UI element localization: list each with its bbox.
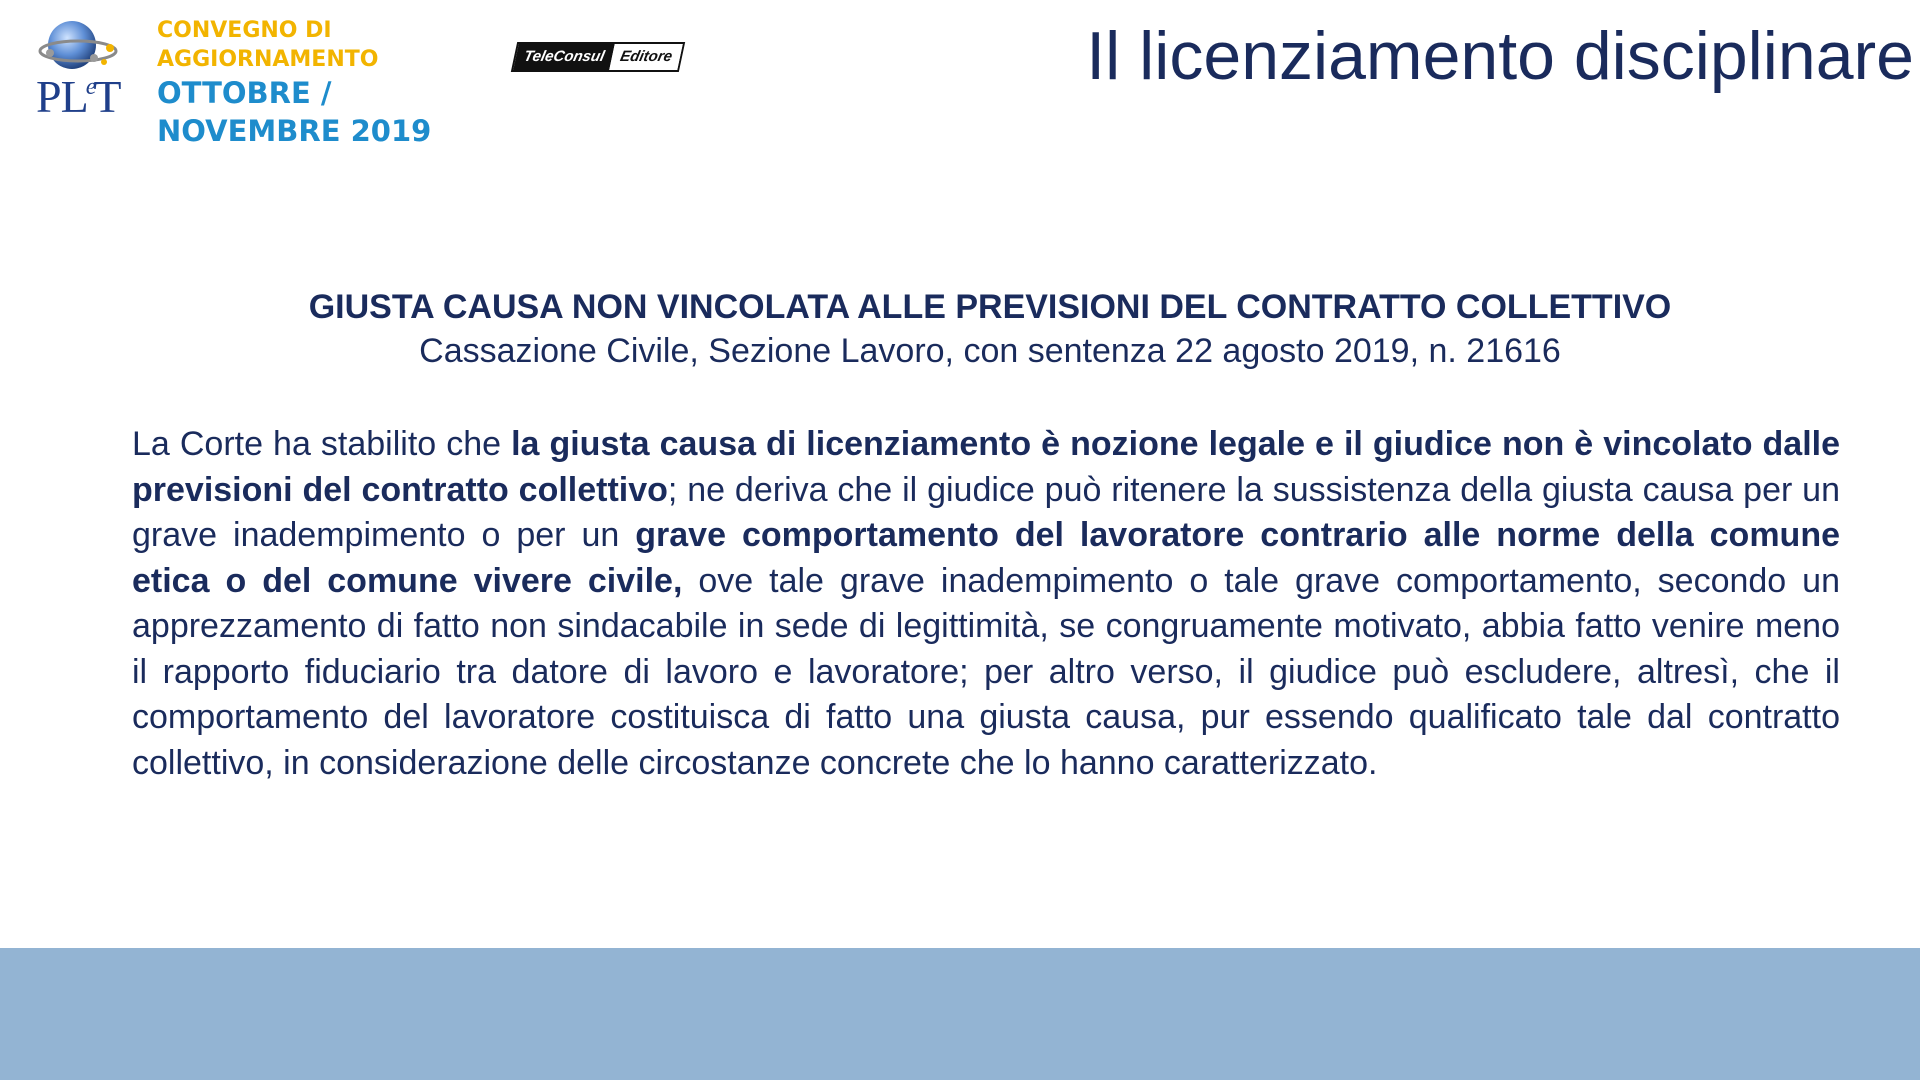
globe-icon [34,18,124,78]
body-text-2: ; ne deriva che il giudice può ritenere la sussistenza della giusta causa per un grave inadempimento o per un [132,470,1840,554]
event-date-line-2: NOVEMBRE 2019 [157,114,432,148]
event-info [157,16,431,150]
publisher-name: TeleConsul [513,44,615,70]
event-type-line-1: CONVEGNO DI [157,18,332,43]
event-date-line-1: OTTOBRE / [157,76,332,110]
logo-wordmark: $PL^eT$ [36,71,121,122]
section-heading: GIUSTA CAUSA NON VINCOLATA ALLE PREVISIONI DEL CONTRATTO COLLETTIVO [308,288,1672,326]
body-bold-1: la giusta causa di licenziamento è nozione legale e il giudice non è vincolato dalle previsioni del contratto collettivo [132,425,1840,509]
footer-band [0,948,1920,1080]
event-type-line-2: AGGIORNAMENTO [157,47,379,72]
publisher-label: Editore [610,44,683,70]
slide-title: Il licenziamento disciplinare [1086,18,1914,94]
section-subheading: Cassazione Civile, Sezione Lavoro, con sentenza 22 agosto 2019, n. 21616 [419,332,1561,370]
body-text-1: La Corte ha stabilito che [132,425,512,463]
plet-logo [34,18,124,122]
body-bold-2: grave comportamento del lavoratore contrario alle norme della comune etica o del comune vivere civile, [132,516,1840,600]
body-text-3: ove tale grave inadempimento o tale grave comportamento, secondo un apprezzamento di fatto non sindacabile in sede di legittimità, se congruamente motivato, abbia fatto venire meno il rapporto fiduciario tra datore di lavoro e lavoratore; per altro verso, il giudice può escludere, altresì, che il comportamento del lavoratore costituisca di fatto una giusta causa, pur essendo qualificato tale dal contratto collettivo, in considerazione delle circostanze concrete che lo hanno caratterizzato. [132,561,1840,782]
publisher-badge [511,42,685,72]
body-paragraph [132,422,1840,786]
